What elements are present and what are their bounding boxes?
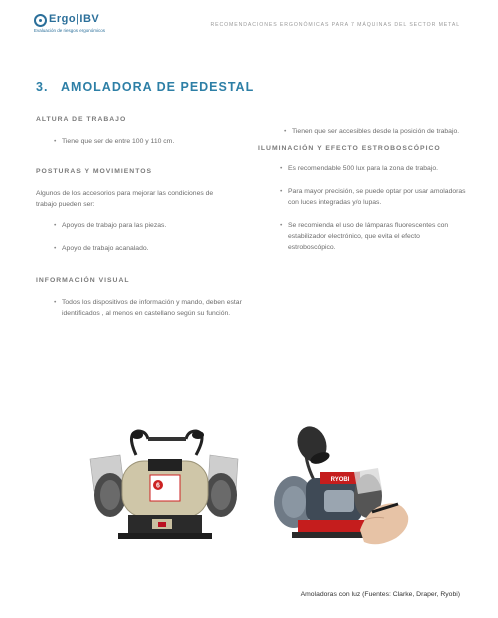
section-title-text: AMOLADORA DE PEDESTAL (61, 80, 255, 94)
list-item: • Es recomendable 500 lux para la zona de trabajo. (280, 163, 468, 174)
iluminacion-list (258, 163, 468, 253)
section-number: 3. (36, 80, 49, 94)
logo-tagline: Evaluación de riesgos ergonómicos (34, 28, 106, 33)
list-item: • Tienen que ser accesibles desde la posición de trabajo. (284, 126, 468, 137)
grinder-with-lamp-photo (268, 420, 413, 550)
right-column (258, 126, 468, 253)
posturas-intro: Algunos de los accesorios para mejorar las condiciones de trabajo pueden ser: (36, 190, 214, 208)
logo-mark-icon (34, 14, 47, 27)
figure-caption: Amoladoras con luz (Fuentes: Clarke, Draper, Ryobi) (300, 591, 460, 598)
grinder-brand-text: RYOBI (330, 477, 350, 483)
accesibles-list (258, 126, 468, 137)
subhead-posturas: POSTURAS Y MOVIMIENTOS (36, 168, 153, 175)
informacion-list (36, 297, 246, 319)
left-column (36, 114, 242, 319)
logo-wordmark: Ergo|IBV (49, 13, 100, 25)
subhead-iluminacion: ILUMINACIÓN Y EFECTO ESTROBOSCÓPICO (258, 145, 441, 152)
list-item: • Se recomienda el uso de lámparas fluorescentes con estabilizador electrónico, que evita el efecto estroboscópico. (280, 220, 468, 253)
ergoibv-logo (34, 14, 114, 38)
running-header: RECOMENDACIONES ERGONÓMICAS PARA 7 MÁQUINAS DEL SECTOR METAL (210, 22, 460, 28)
section-title (36, 80, 254, 94)
list-item: • Apoyo de trabajo acanalado. (54, 243, 232, 254)
list-item: • Todos los dispositivos de información y mando, deben estar identificados , al menos en castellano según su función. (54, 297, 246, 319)
grinder-badge-text: 6 (156, 482, 160, 490)
list-item: • Para mayor precisión, se puede optar por usar amoladoras con luces integradas y/o lupas. (280, 186, 468, 208)
posturas-list (36, 220, 232, 254)
altura-list (36, 136, 232, 147)
subhead-altura: ALTURA DE TRABAJO (36, 116, 127, 123)
bench-grinder-photo (88, 425, 243, 545)
subhead-informacion: INFORMACIÓN VISUAL (36, 277, 130, 284)
list-item: • Apoyos de trabajo para las piezas. (54, 220, 232, 231)
list-item: • Tiene que ser de entre 100 y 110 cm. (54, 136, 232, 147)
